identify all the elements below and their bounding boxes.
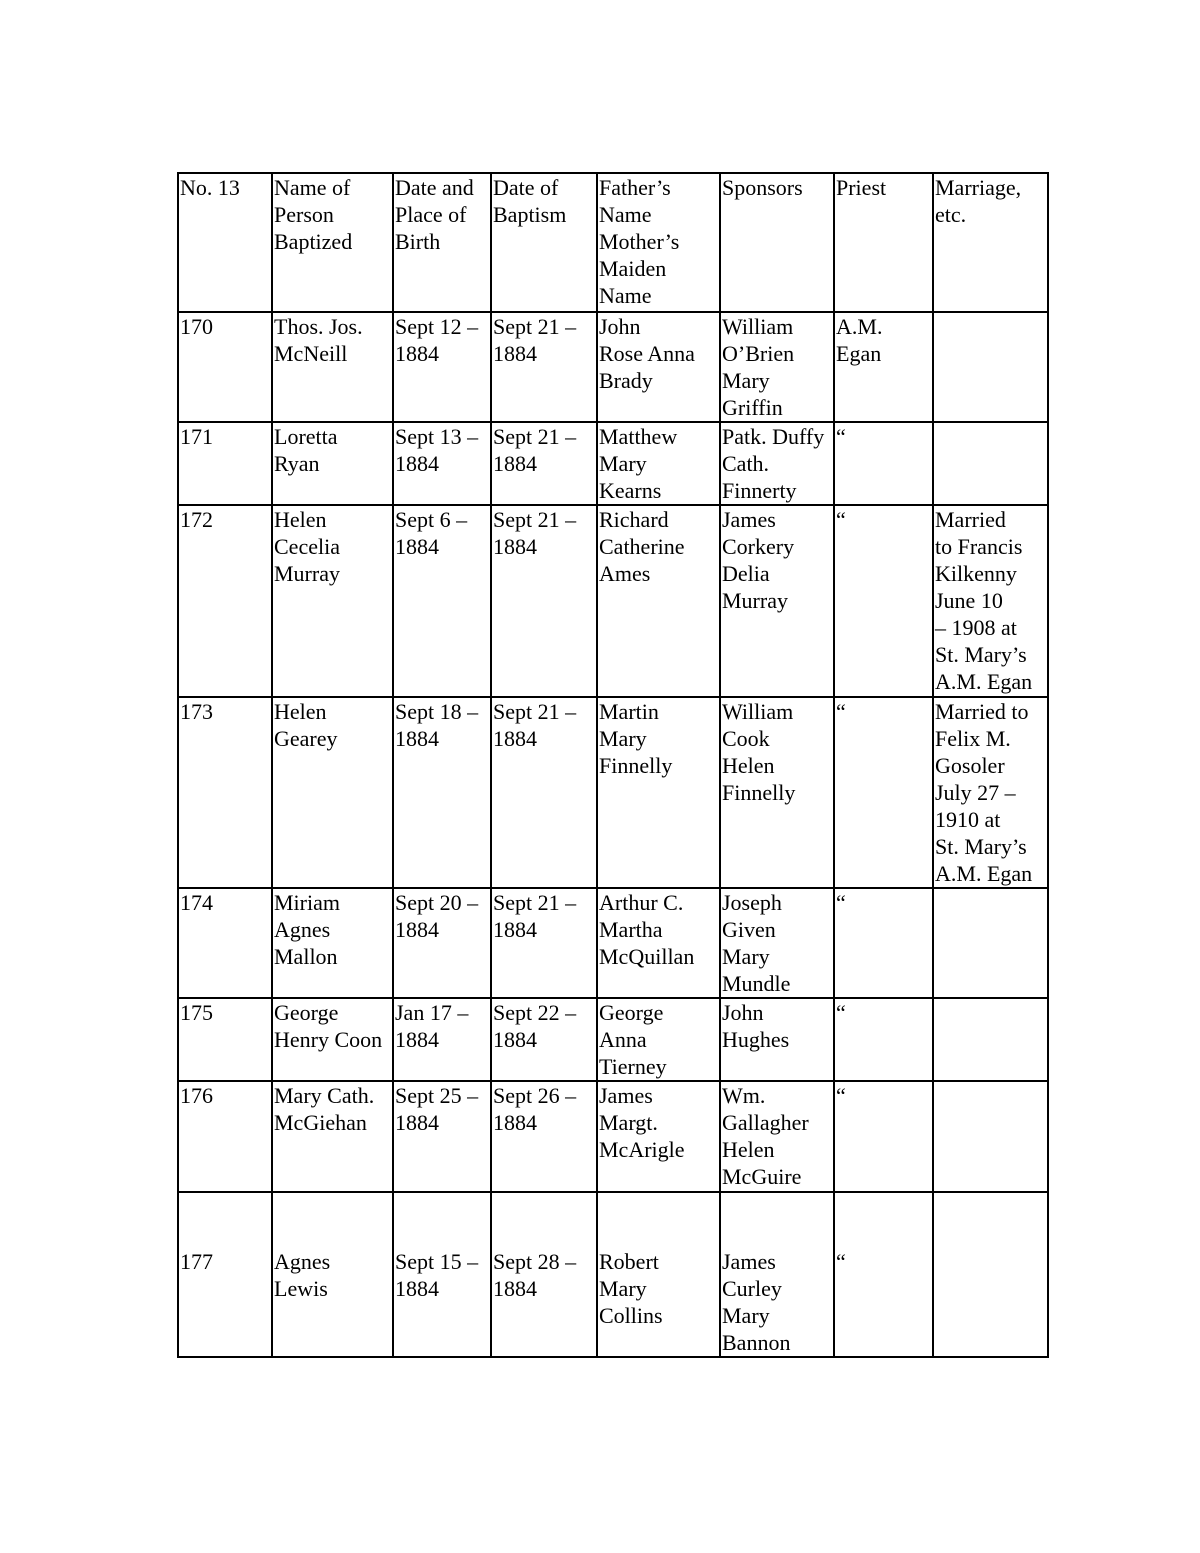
sponsors-names: Joseph Given Mary Mundle	[720, 888, 834, 998]
header-cell-parents: Father’s Name Mother’s Maiden Name	[597, 173, 720, 312]
marriage-note	[933, 998, 1048, 1081]
entry-number: 170	[178, 312, 272, 422]
person-baptized: Agnes Lewis	[272, 1192, 393, 1357]
parents-names: George Anna Tierney	[597, 998, 720, 1081]
table-row	[178, 505, 1048, 697]
parents-names: Robert Mary Collins	[597, 1192, 720, 1357]
parents-names: Arthur C. Martha McQuillan	[597, 888, 720, 998]
header-cell-sponsors: Sponsors	[720, 173, 834, 312]
entry-number: 174	[178, 888, 272, 998]
header-cell-marriage: Marriage, etc.	[933, 173, 1048, 312]
birth-date: Sept 12 – 1884	[393, 312, 491, 422]
entry-number: 172	[178, 505, 272, 697]
parents-names: Matthew Mary Kearns	[597, 422, 720, 505]
table-row	[178, 998, 1048, 1081]
baptism-date: Sept 21 – 1884	[491, 422, 597, 505]
baptism-register-table	[177, 172, 1049, 1358]
birth-date: Sept 18 – 1884	[393, 697, 491, 888]
header-cell-name: Name of Person Baptized	[272, 173, 393, 312]
priest-ditto: “	[834, 1192, 933, 1357]
sponsors-names: William Cook Helen Finnelly	[720, 697, 834, 888]
baptism-date: Sept 28 – 1884	[491, 1192, 597, 1357]
birth-date: Sept 13 – 1884	[393, 422, 491, 505]
baptism-date: Sept 21 – 1884	[491, 312, 597, 422]
entry-number: 177	[178, 1192, 272, 1357]
priest-name: A.M. Egan	[834, 312, 933, 422]
header-cell-priest: Priest	[834, 173, 933, 312]
header-cell-number: No. 13	[178, 173, 272, 312]
person-baptized: Loretta Ryan	[272, 422, 393, 505]
sponsors-names: William O’Brien Mary Griffin	[720, 312, 834, 422]
baptism-date: Sept 26 – 1884	[491, 1081, 597, 1192]
marriage-note	[933, 1192, 1048, 1357]
sponsors-names: John Hughes	[720, 998, 834, 1081]
birth-date: Sept 6 – 1884	[393, 505, 491, 697]
marriage-note	[933, 1081, 1048, 1192]
person-baptized: Miriam Agnes Mallon	[272, 888, 393, 998]
header-row	[178, 173, 1048, 312]
table-row	[178, 697, 1048, 888]
entry-number: 175	[178, 998, 272, 1081]
priest-ditto: “	[834, 998, 933, 1081]
marriage-note	[933, 422, 1048, 505]
entry-number: 171	[178, 422, 272, 505]
birth-date: Jan 17 – 1884	[393, 998, 491, 1081]
header-cell-birth: Date and Place of Birth	[393, 173, 491, 312]
parents-names: John Rose Anna Brady	[597, 312, 720, 422]
parents-names: James Margt. McArigle	[597, 1081, 720, 1192]
sponsors-names: Wm. Gallagher Helen McGuire	[720, 1081, 834, 1192]
baptism-date: Sept 21 – 1884	[491, 505, 597, 697]
birth-date: Sept 15 – 1884	[393, 1192, 491, 1357]
birth-date: Sept 20 – 1884	[393, 888, 491, 998]
table-row	[178, 312, 1048, 422]
table-row	[178, 422, 1048, 505]
parents-names: Martin Mary Finnelly	[597, 697, 720, 888]
person-baptized: Helen Gearey	[272, 697, 393, 888]
baptism-date: Sept 21 – 1884	[491, 888, 597, 998]
birth-date: Sept 25 – 1884	[393, 1081, 491, 1192]
table-row	[178, 1081, 1048, 1192]
marriage-note	[933, 888, 1048, 998]
table-row	[178, 1192, 1048, 1357]
person-baptized: Mary Cath. McGiehan	[272, 1081, 393, 1192]
sponsors-names: James Corkery Delia Murray	[720, 505, 834, 697]
priest-ditto: “	[834, 422, 933, 505]
person-baptized: George Henry Coon	[272, 998, 393, 1081]
marriage-note	[933, 312, 1048, 422]
priest-ditto: “	[834, 505, 933, 697]
sponsors-names: Patk. Duffy Cath. Finnerty	[720, 422, 834, 505]
marriage-note: Married to Felix M. Gosoler July 27 – 1910 at St. Mary’s A.M. Egan	[933, 697, 1048, 888]
baptism-date: Sept 21 – 1884	[491, 697, 597, 888]
entry-number: 176	[178, 1081, 272, 1192]
marriage-note: Married to Francis Kilkenny June 10 – 1908 at St. Mary’s A.M. Egan	[933, 505, 1048, 697]
priest-ditto: “	[834, 697, 933, 888]
parents-names: Richard Catherine Ames	[597, 505, 720, 697]
sponsors-names: James Curley Mary Bannon	[720, 1192, 834, 1357]
person-baptized: Helen Cecelia Murray	[272, 505, 393, 697]
table-row	[178, 888, 1048, 998]
priest-ditto: “	[834, 1081, 933, 1192]
priest-ditto: “	[834, 888, 933, 998]
header-cell-baptism: Date of Baptism	[491, 173, 597, 312]
baptism-date: Sept 22 – 1884	[491, 998, 597, 1081]
entry-number: 173	[178, 697, 272, 888]
person-baptized: Thos. Jos. McNeill	[272, 312, 393, 422]
